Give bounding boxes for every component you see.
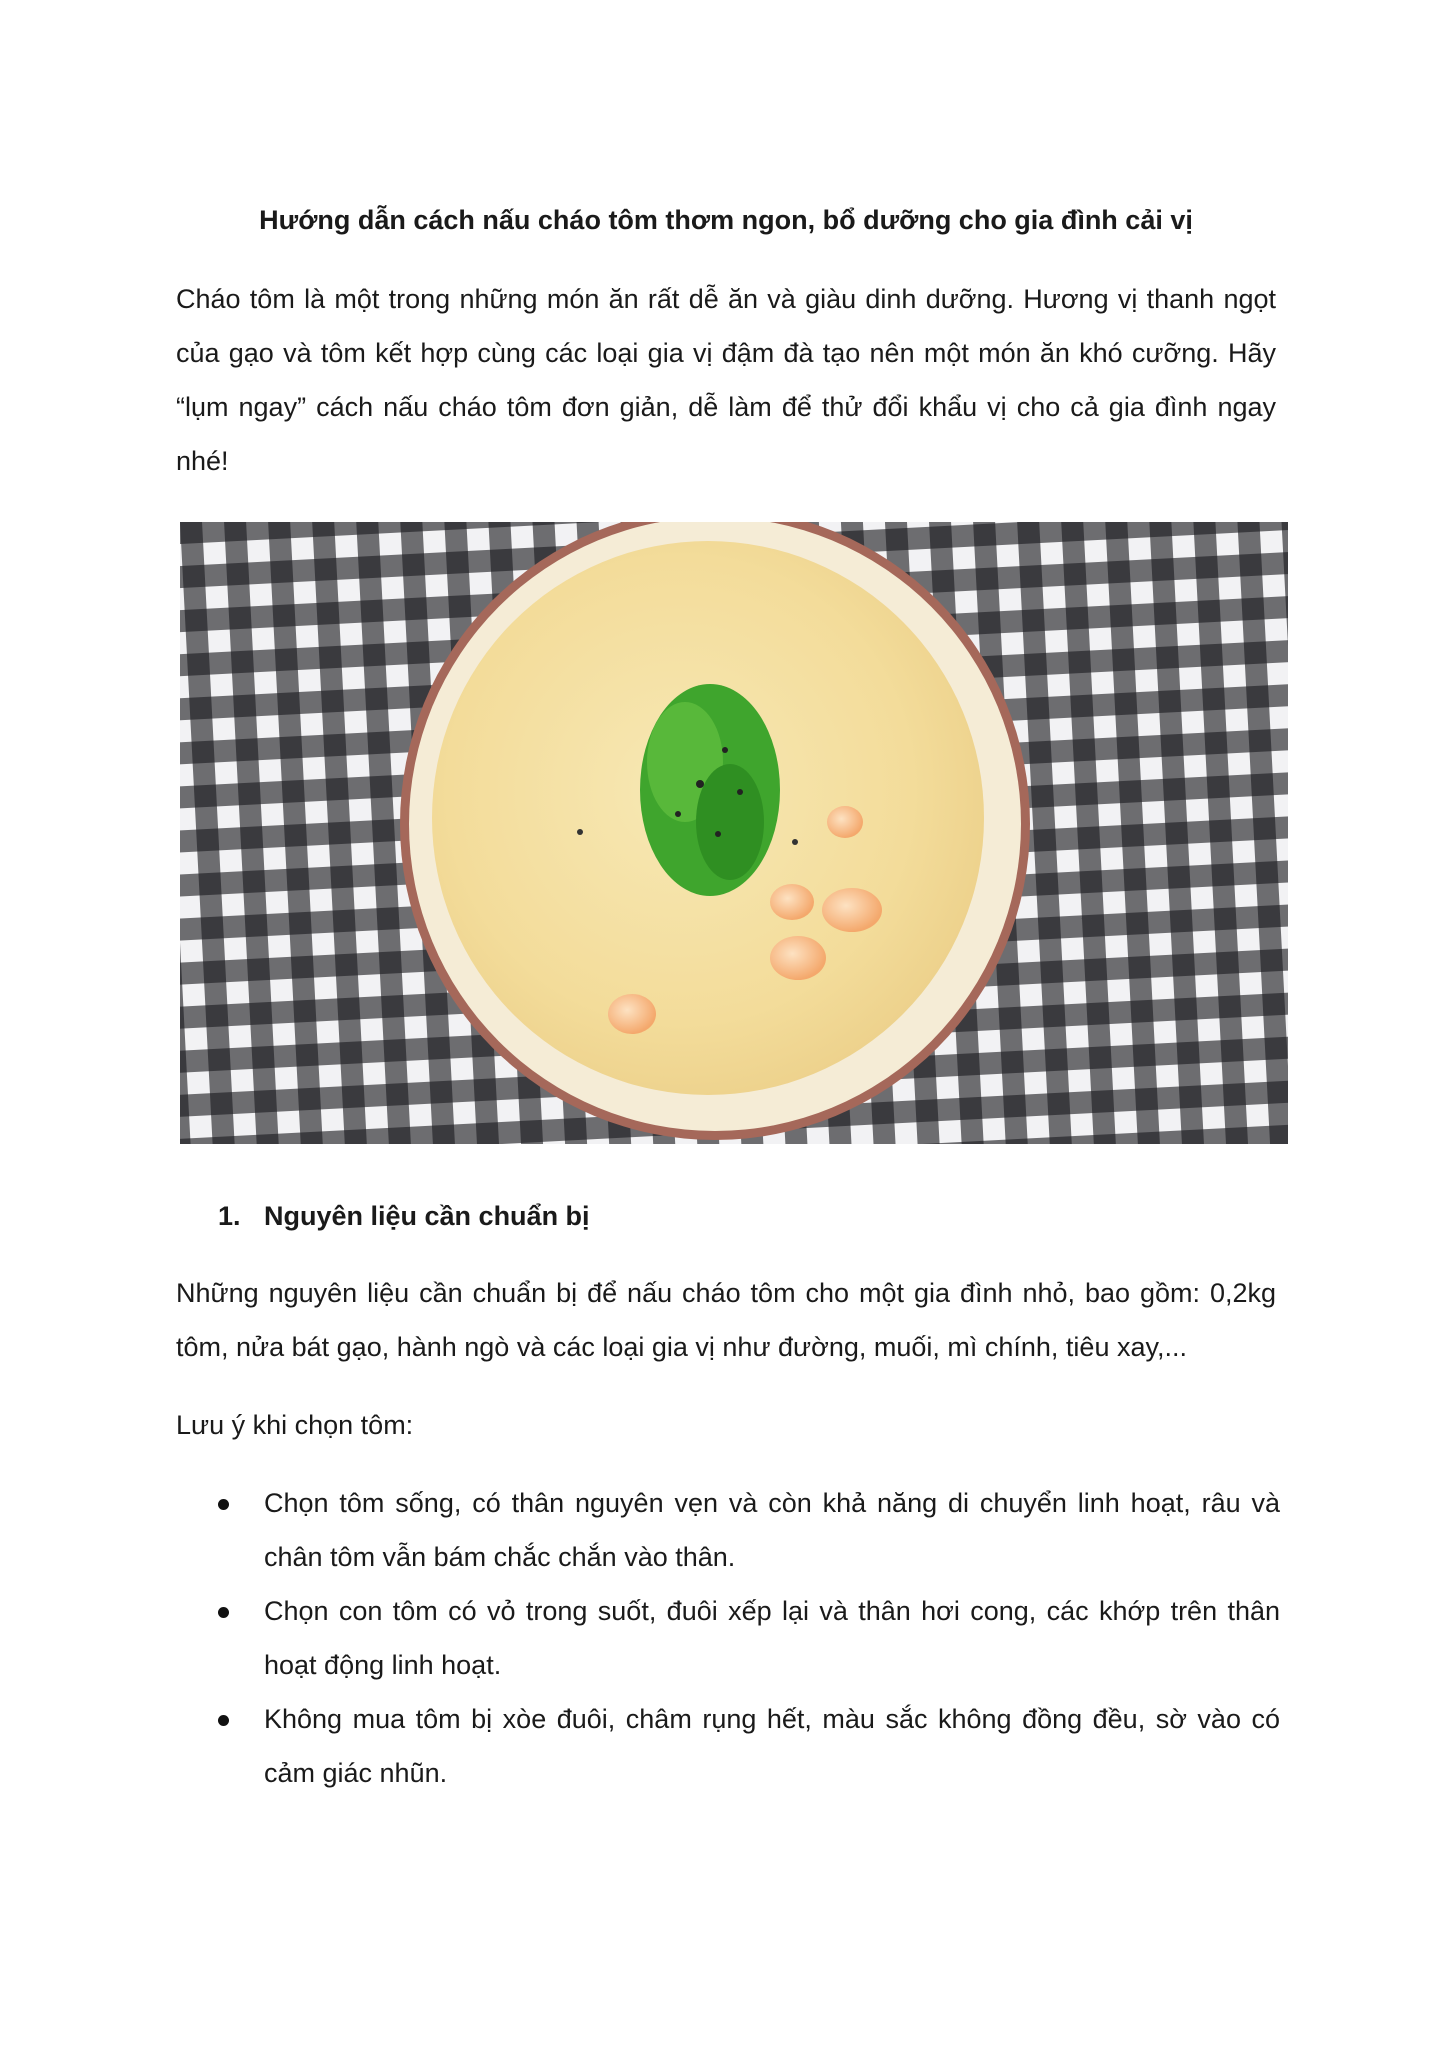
section-number: 1. xyxy=(218,1201,241,1231)
section-heading-text: Nguyên liệu cần chuẩn bị xyxy=(264,1201,590,1231)
intro-paragraph: Cháo tôm là một trong những món ăn rất dễ ăn và giàu dinh dưỡng. Hương vị thanh ngọt của gạo và tôm kết hợp cùng các loại gia vị đậm đà tạo nên một món ăn khó cưỡng. Hãy “lụm ngay” cách nấu cháo tôm đơn giản, dễ làm để thử đổi khẩu vị cho cả gia đình ngay nhé! xyxy=(176,284,1276,476)
list-item xyxy=(176,1584,1280,1692)
list-item xyxy=(176,1692,1280,1800)
ingredients-paragraph: Những nguyên liệu cần chuẩn bị để nấu cháo tôm cho một gia đình nhỏ, bao gồm: 0,2kg tôm, nửa bát gạo, hành ngò và các loại gia vị như đường, muối, mì chính, tiêu xay,... xyxy=(176,1278,1276,1362)
section-heading xyxy=(218,1196,1278,1236)
list-item-text: Chọn con tôm có vỏ trong suốt, đuôi xếp lại và thân hơi cong, các khớp trên thân hoạt động linh hoạt. xyxy=(264,1596,1280,1680)
note-label: Lưu ý khi chọn tôm: xyxy=(176,1410,414,1440)
list-item-text: Chọn tôm sống, có thân nguyên vẹn và còn khả năng di chuyển linh hoạt, râu và chân tôm vẫn bám chắc chắn vào thân. xyxy=(264,1488,1280,1572)
list-item xyxy=(176,1476,1280,1584)
page-title: Hướng dẫn cách nấu cháo tôm thơm ngon, bổ dưỡng cho gia đình cải vị xyxy=(259,205,1193,235)
bullet-dot-icon xyxy=(218,1499,229,1510)
shrimp-tips-list xyxy=(176,1476,1280,1800)
list-item-text: Không mua tôm bị xòe đuôi, châm rụng hết, màu sắc không đồng đều, sờ vào có cảm giác nhũn. xyxy=(264,1704,1280,1788)
bullet-dot-icon xyxy=(218,1715,229,1726)
porridge-photo xyxy=(180,522,1288,1144)
bullet-dot-icon xyxy=(218,1607,229,1618)
